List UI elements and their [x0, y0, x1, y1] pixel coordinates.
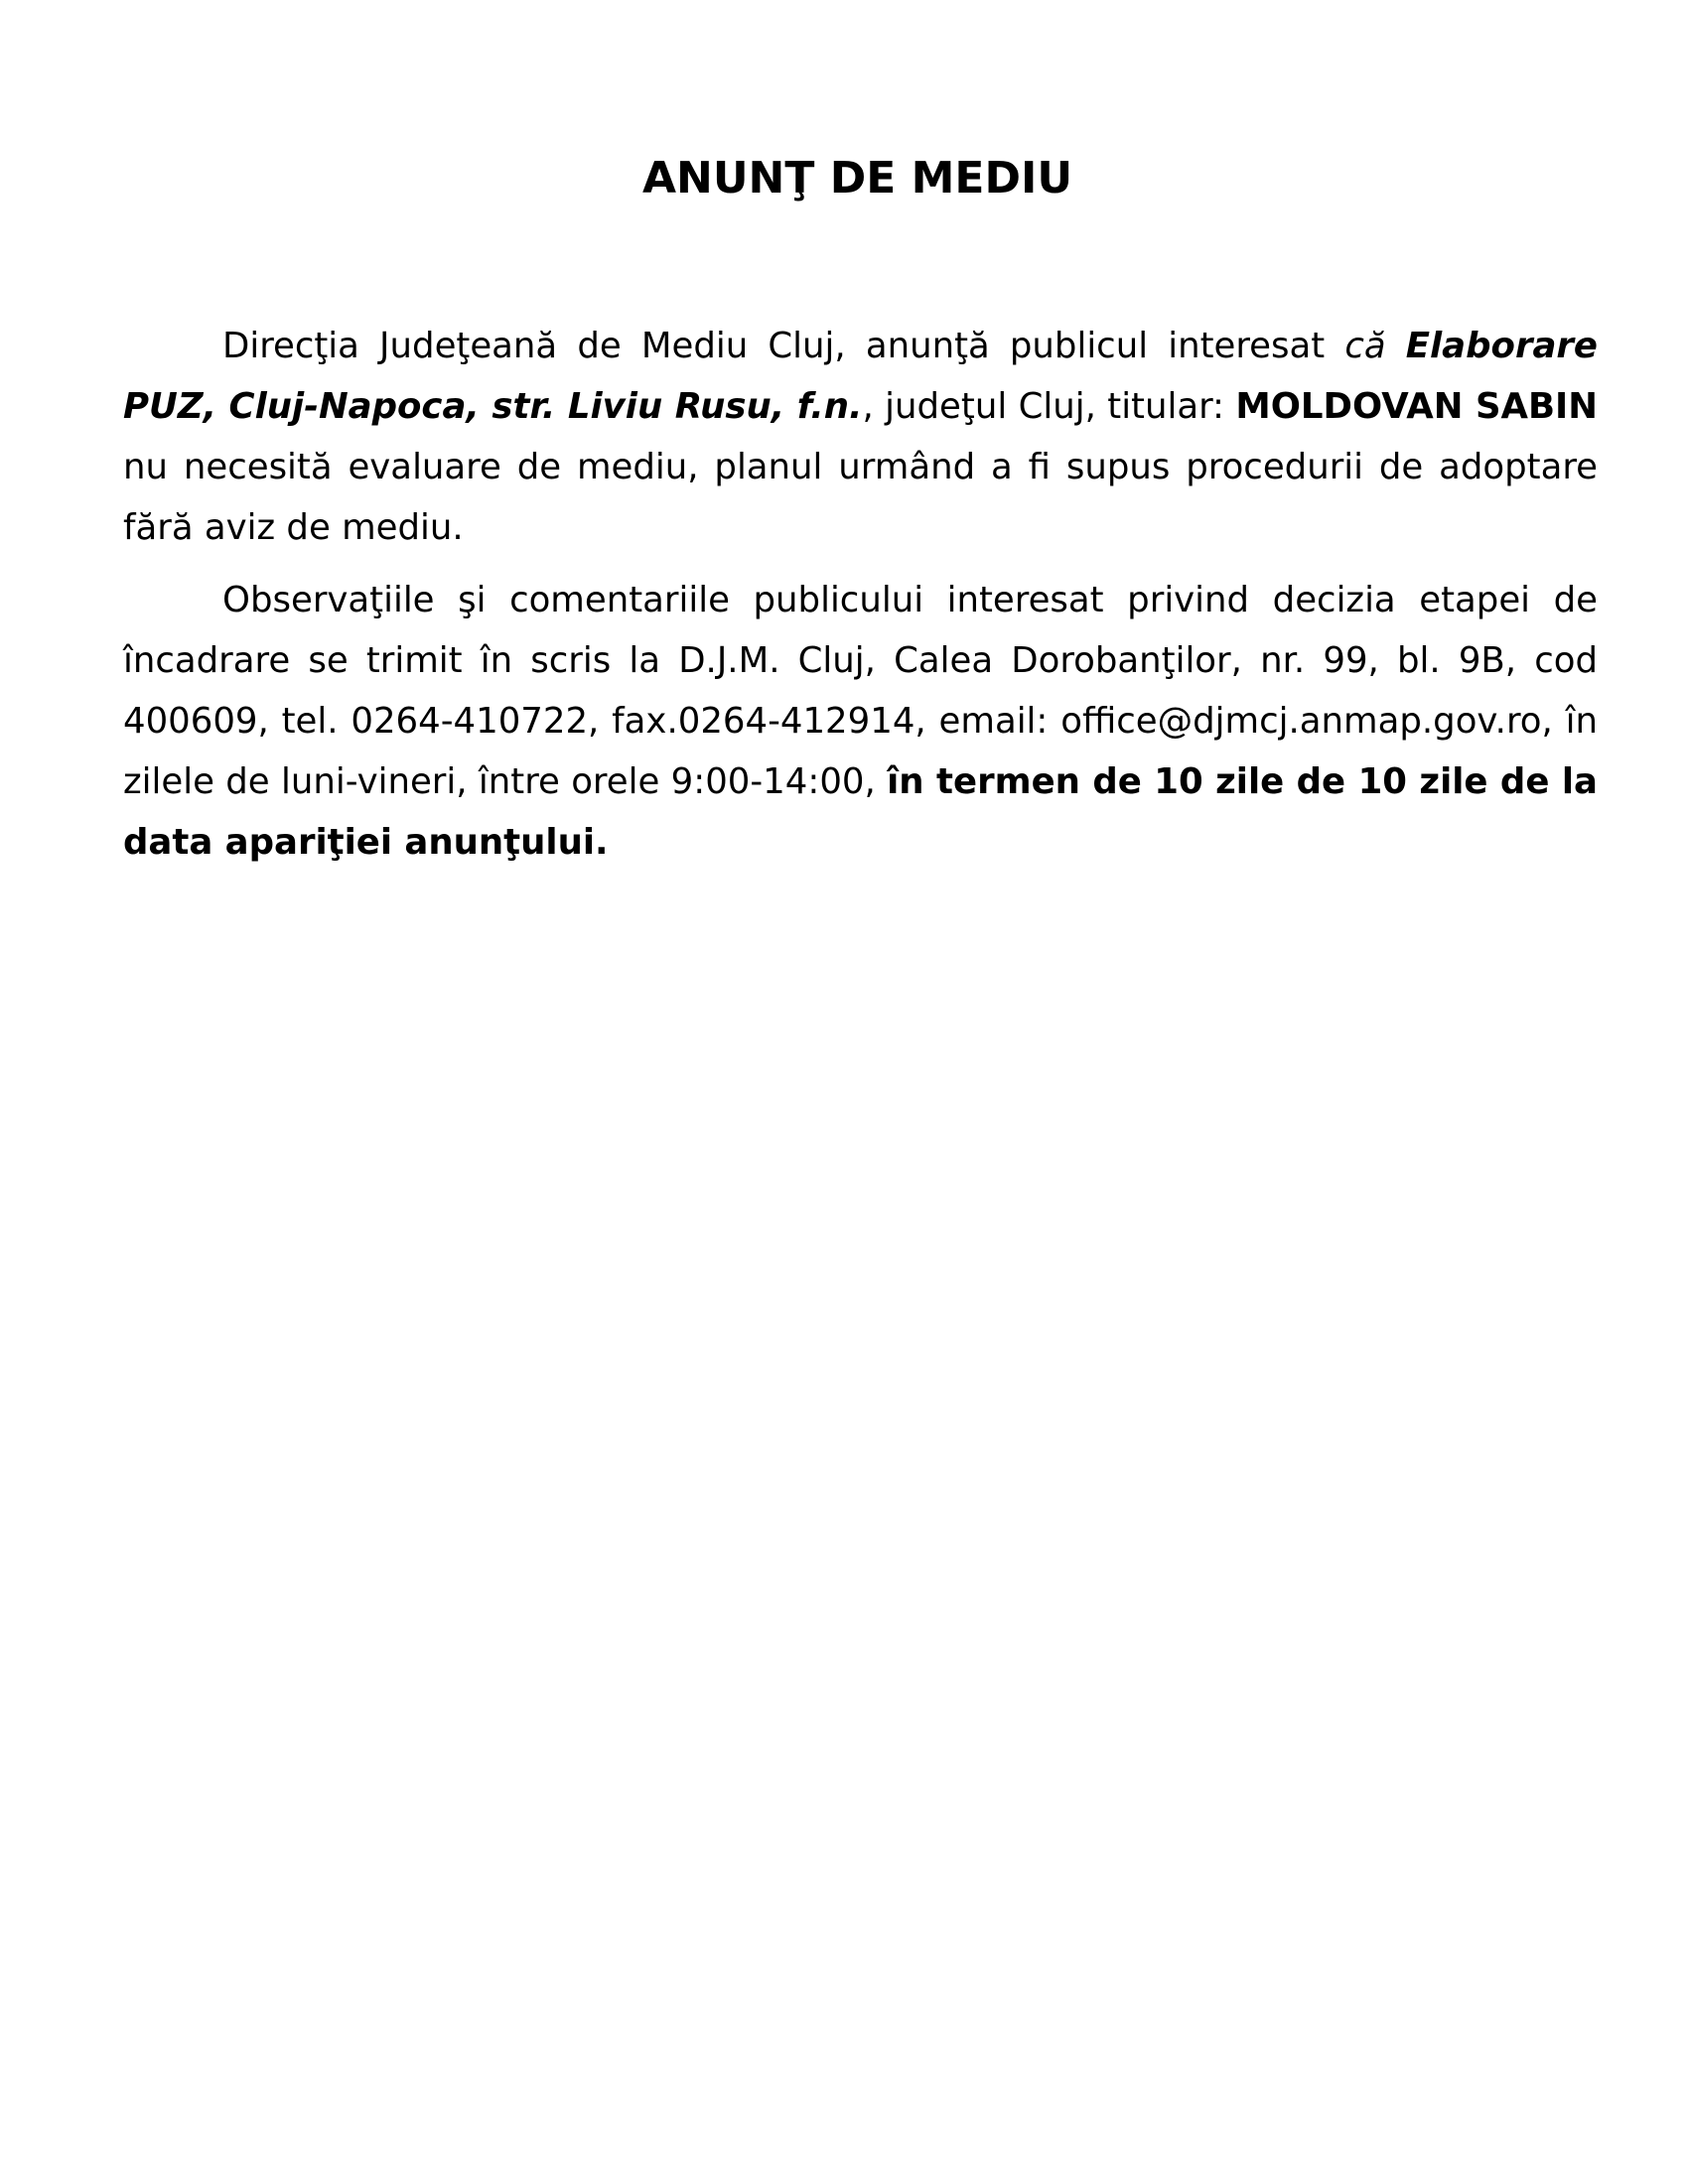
- paragraph-observations: [123, 570, 1598, 873]
- announcement-county: , judeţul Cluj, titular:: [862, 386, 1236, 427]
- announcement-intro: Direcţia Judeţeană de Mediu Cluj, anunţă publicul interesat: [222, 326, 1345, 366]
- announcement-space: [1386, 326, 1406, 366]
- document-title: ANUNŢ DE MEDIU: [641, 153, 1073, 204]
- document-body: [123, 316, 1598, 873]
- announcement-ca: că: [1344, 326, 1386, 366]
- observations-text: Observaţiile şi comentariile publicului interesat privind decizia etapei de încadrare se trimit în scris la D.J.M. Cluj, Calea Dorobanţilor, nr. 99, bl. 9B, cod 400609, tel. 0264-410722, fax.0264-412914, email: office@djmcj.anmap.gov.ro, în zilele de luni-vineri, între orele 9:00-14:00,: [123, 580, 1598, 802]
- announcement-conclusion: nu necesită evaluare de mediu, planul urmând a fi supus procedurii de adoptare fără aviz de mediu.: [123, 447, 1598, 548]
- holder-name: MOLDOVAN SABIN: [1235, 386, 1598, 427]
- paragraph-announcement: [123, 316, 1598, 558]
- project-name: Elaborare PUZ, Cluj-Napoca, str. Liviu Rusu, f.n.: [123, 326, 1598, 427]
- observations-deadline: în termen de 10 zile de 10 zile de la data apariţiei anunţului.: [123, 761, 1598, 863]
